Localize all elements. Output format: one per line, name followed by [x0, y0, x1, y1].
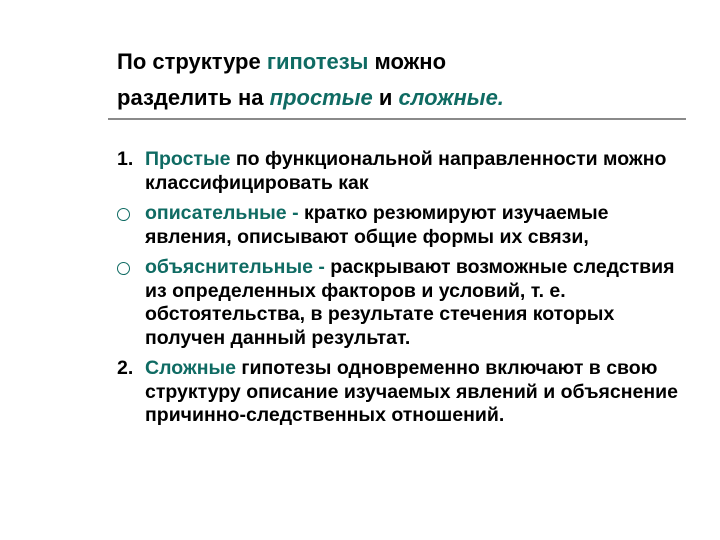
list-number: 2.: [117, 357, 134, 379]
item-text: раскрывают возможные следствия из определенных факторов и условий, т. е. обстоятельства, в результате стечения которых получен данный результат.: [145, 256, 675, 349]
item-text: по функциональной направленности можно классифицировать как: [145, 148, 667, 194]
title-highlight-complex: сложные.: [398, 85, 504, 110]
circle-bullet-icon: [117, 262, 130, 275]
item-text: гипотезы одновременно включают в свою структуру описание изучаемых явлений и объяснение причинно-следственных отношений.: [145, 357, 678, 426]
item-highlight: Простые: [145, 148, 231, 170]
title-divider: [108, 118, 686, 120]
content-list: [117, 148, 697, 435]
item-highlight: Сложные: [145, 357, 236, 379]
list-item-simple: [117, 148, 697, 195]
list-item-explanatory: [117, 256, 697, 350]
title-text: По структуре: [117, 49, 267, 74]
title-highlight-simple: простые: [269, 85, 373, 110]
item-highlight: объяснительные -: [145, 256, 331, 278]
item-highlight: описательные -: [145, 202, 304, 224]
list-number: 1.: [117, 148, 134, 170]
circle-bullet-icon: [117, 208, 130, 221]
title-line-2: [117, 80, 677, 116]
item-text: кратко резюмируют изучаемые явления, описывают общие формы их связи,: [145, 202, 609, 248]
title-text: можно: [368, 49, 447, 74]
list-item-complex: [117, 357, 697, 428]
title-text: разделить на: [117, 85, 270, 110]
title-text: и: [372, 85, 399, 110]
list-item-descriptive: [117, 202, 697, 249]
title-line-1: [117, 44, 677, 80]
slide-title: [117, 44, 677, 116]
title-highlight-hypotheses: гипотезы: [266, 49, 369, 74]
